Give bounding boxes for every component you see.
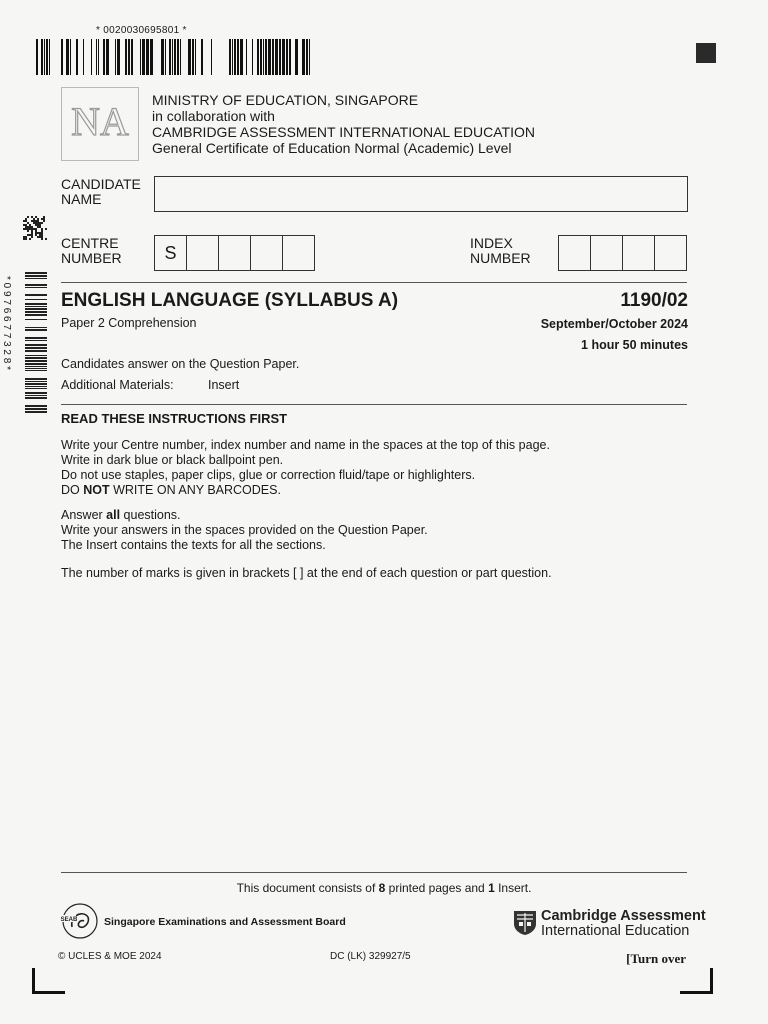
- barcode-number: * 0020030695801 *: [96, 25, 187, 36]
- candidate-name-field[interactable]: [154, 176, 688, 212]
- materials-value: Insert: [208, 378, 240, 392]
- index-number-label: INDEX NUMBER: [470, 235, 531, 266]
- index-digit-box[interactable]: [591, 236, 623, 270]
- na-logo-text: NA: [71, 99, 129, 144]
- index-digit-box[interactable]: [559, 236, 591, 270]
- index-number-field[interactable]: [558, 235, 687, 271]
- side-barcode-number-wrap: [0, 276, 12, 416]
- centre-digit-box[interactable]: [283, 236, 314, 270]
- dc-code: DC (LK) 329927/5: [330, 951, 411, 962]
- exam-title: ENGLISH LANGUAGE (SYLLABUS A): [61, 290, 399, 311]
- corner-registration-mark: [696, 43, 716, 63]
- instructions-heading: READ THESE INSTRUCTIONS FIRST: [61, 411, 288, 426]
- instruction-line: Write your answers in the spaces provided on the Question Paper.: [61, 523, 428, 537]
- seab-name: Singapore Examinations and Assessment Board: [104, 916, 346, 928]
- centre-digit-box[interactable]: [251, 236, 283, 270]
- instruction-line: Answer all questions.: [61, 508, 181, 522]
- cambridge-line: CAMBRIDGE ASSESSMENT INTERNATIONAL EDUCATION: [152, 124, 535, 140]
- centre-digit-box[interactable]: [187, 236, 219, 270]
- cambridge-crest-icon: [513, 910, 537, 936]
- instruction-line: The Insert contains the texts for all the sections.: [61, 538, 326, 552]
- divider: [61, 872, 687, 873]
- exam-session: September/October 2024: [540, 317, 688, 331]
- crop-mark-bottom-right: [680, 968, 713, 994]
- paper-name: Paper 2 Comprehension: [61, 316, 197, 330]
- copyright: © UCLES & MOE 2024: [58, 951, 162, 962]
- certificate-line: General Certificate of Education Normal (Academic) Level: [152, 140, 512, 156]
- materials-label: Additional Materials:: [61, 378, 174, 392]
- centre-number-field[interactable]: [154, 235, 315, 271]
- collaboration-line: in collaboration with: [152, 108, 275, 124]
- na-logo: [61, 87, 139, 161]
- centre-digit-box[interactable]: [219, 236, 251, 270]
- seab-logo-icon: [58, 897, 102, 941]
- instruction-line: Write your Centre number, index number and name in the spaces at the top of this page.: [61, 438, 550, 452]
- exam-code: 1190/02: [620, 290, 688, 311]
- document-page-count: This document consists of 8 printed pages and 1 Insert.: [236, 881, 532, 895]
- marks-note: The number of marks is given in brackets [ ] at the end of each question or part question.: [61, 566, 552, 580]
- divider: [61, 282, 687, 283]
- instructions-block-2: [61, 508, 428, 553]
- svg-text:SEAB: SEAB: [60, 917, 78, 923]
- side-barcode-image: [17, 272, 47, 417]
- barcode-image: [36, 39, 310, 75]
- cambridge-logo-text: Cambridge Assessment International Education: [541, 908, 706, 939]
- centre-number-label: CENTRE NUMBER: [61, 235, 122, 266]
- turn-over: [Turn over: [626, 951, 686, 966]
- instruction-line: Write in dark blue or black ballpoint pen.: [61, 453, 284, 467]
- instruction-line: Do not use staples, paper clips, glue or correction fluid/tape or highlighters.: [61, 468, 476, 482]
- answer-on-paper: Candidates answer on the Question Paper.: [61, 357, 300, 371]
- divider: [61, 404, 687, 405]
- crop-mark-bottom-left: [32, 968, 65, 994]
- index-digit-box[interactable]: [623, 236, 655, 270]
- qr-code-image: [23, 216, 47, 240]
- ministry-line: MINISTRY OF EDUCATION, SINGAPORE: [152, 92, 419, 108]
- exam-duration: 1 hour 50 minutes: [581, 338, 688, 352]
- instruction-line: DO NOT WRITE ON ANY BARCODES.: [61, 483, 281, 497]
- side-barcode-number: * 0 9 7 6 6 7 7 3 2 8 *: [1, 276, 12, 370]
- centre-prefix: S: [155, 236, 187, 270]
- candidate-name-label: CANDIDATE NAME: [61, 176, 141, 207]
- instructions-block-1: [61, 438, 550, 498]
- index-digit-box[interactable]: [655, 236, 686, 270]
